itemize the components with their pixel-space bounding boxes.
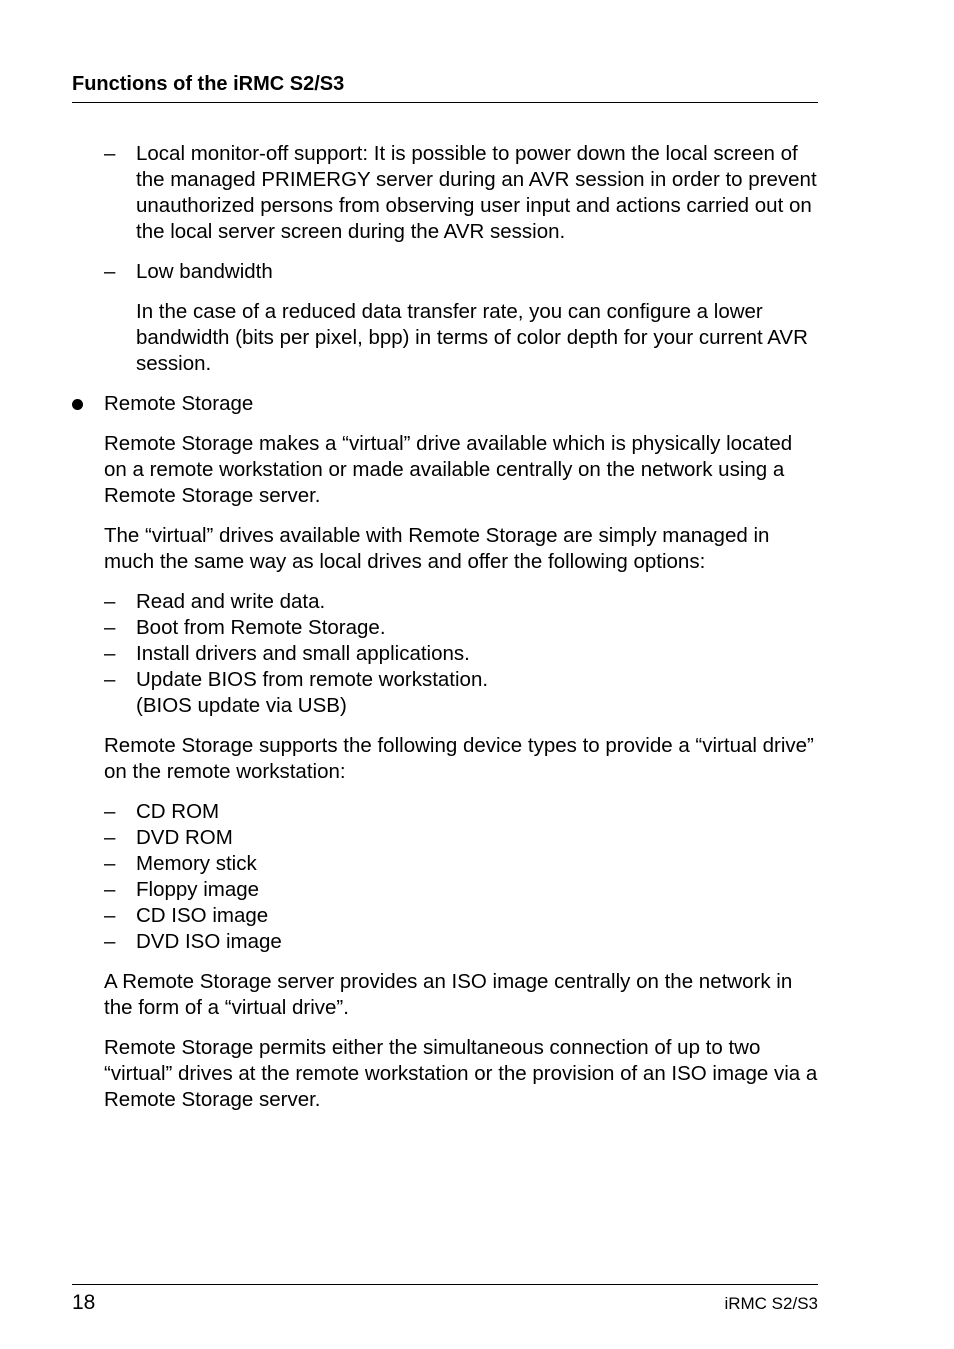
low-bandwidth-label: Low bandwidth bbox=[136, 260, 273, 283]
dash-marker: – bbox=[104, 590, 116, 613]
remote-storage-intro: Remote Storage makes a “virtual” drive available which is physically located on a remote workstation or made available centrally on the network using a Remote Storage server. bbox=[104, 432, 793, 507]
device-text: Floppy image bbox=[136, 878, 260, 901]
dash-marker: – bbox=[104, 616, 116, 639]
option-text: Update BIOS from remote workstation. bbox=[136, 668, 489, 691]
list-item bbox=[72, 615, 818, 641]
devices-intro: Remote Storage supports the following device types to provide a “virtual drive” on the remote workstation: bbox=[104, 734, 814, 783]
device-text: CD ROM bbox=[136, 800, 220, 823]
options-list bbox=[72, 589, 818, 719]
dash-marker: – bbox=[104, 260, 116, 283]
remote-storage-heading: Remote Storage bbox=[104, 392, 254, 415]
list-item bbox=[72, 929, 818, 955]
dash-marker: – bbox=[104, 642, 116, 665]
device-text: CD ISO image bbox=[136, 904, 269, 927]
permits-paragraph: Remote Storage permits either the simultaneous connection of up to two “virtual” drives at the remote workstation or the provision of an ISO image via a Remote Storage server. bbox=[104, 1036, 818, 1111]
list-item bbox=[72, 589, 818, 615]
list-item-low-bandwidth bbox=[72, 259, 818, 285]
page-number: 18 bbox=[72, 1291, 96, 1314]
list-item bbox=[72, 903, 818, 929]
header-rule bbox=[72, 102, 818, 103]
dash-marker: – bbox=[104, 826, 116, 849]
dash-marker: – bbox=[104, 904, 116, 927]
remote-storage-options-intro: The “virtual” drives available with Remote Storage are simply managed in much the same way as local drives and offer the following options: bbox=[104, 524, 770, 573]
device-text: Memory stick bbox=[136, 852, 257, 875]
list-item bbox=[72, 877, 818, 903]
page-content bbox=[72, 141, 818, 1113]
option-text: Read and write data. bbox=[136, 590, 326, 613]
option-text: Boot from Remote Storage. bbox=[136, 616, 386, 639]
option-note: (BIOS update via USB) bbox=[136, 694, 347, 717]
dash-marker: – bbox=[104, 668, 116, 691]
running-header-title: Functions of the iRMC S2/S3 bbox=[72, 73, 345, 95]
list-item bbox=[72, 825, 818, 851]
dash-marker: – bbox=[104, 878, 116, 901]
device-text: DVD ISO image bbox=[136, 930, 282, 953]
bullet-remote-storage bbox=[72, 391, 818, 417]
devices-list bbox=[72, 799, 818, 955]
device-text: DVD ROM bbox=[136, 826, 233, 849]
option-text: Install drivers and small applications. bbox=[136, 642, 470, 665]
list-item-monitor-off bbox=[72, 141, 818, 245]
low-bandwidth-description: In the case of a reduced data transfer rate, you can configure a lower bandwidth (bits per pixel, bpp) in terms of color depth for your current AVR session. bbox=[136, 300, 808, 375]
list-item bbox=[72, 799, 818, 825]
bullet-dot-icon bbox=[72, 399, 83, 410]
list-item bbox=[72, 641, 818, 667]
list-item bbox=[72, 667, 818, 693]
dash-marker: – bbox=[104, 800, 116, 823]
server-paragraph: A Remote Storage server provides an ISO image centrally on the network in the form of a “virtual drive”. bbox=[104, 970, 793, 1019]
dash-marker: – bbox=[104, 930, 116, 953]
footer-rule bbox=[72, 1284, 818, 1285]
footer-product-name: iRMC S2/S3 bbox=[724, 1294, 818, 1313]
dash-marker: – bbox=[104, 142, 116, 165]
dash-marker: – bbox=[104, 852, 116, 875]
monitor-off-text: Local monitor-off support: It is possible to power down the local screen of the managed PRIMERGY server during an AVR session in order to prevent unauthorized persons from observing user input and actions carried out on the local server screen during the AVR session. bbox=[136, 142, 817, 243]
list-item bbox=[72, 851, 818, 877]
